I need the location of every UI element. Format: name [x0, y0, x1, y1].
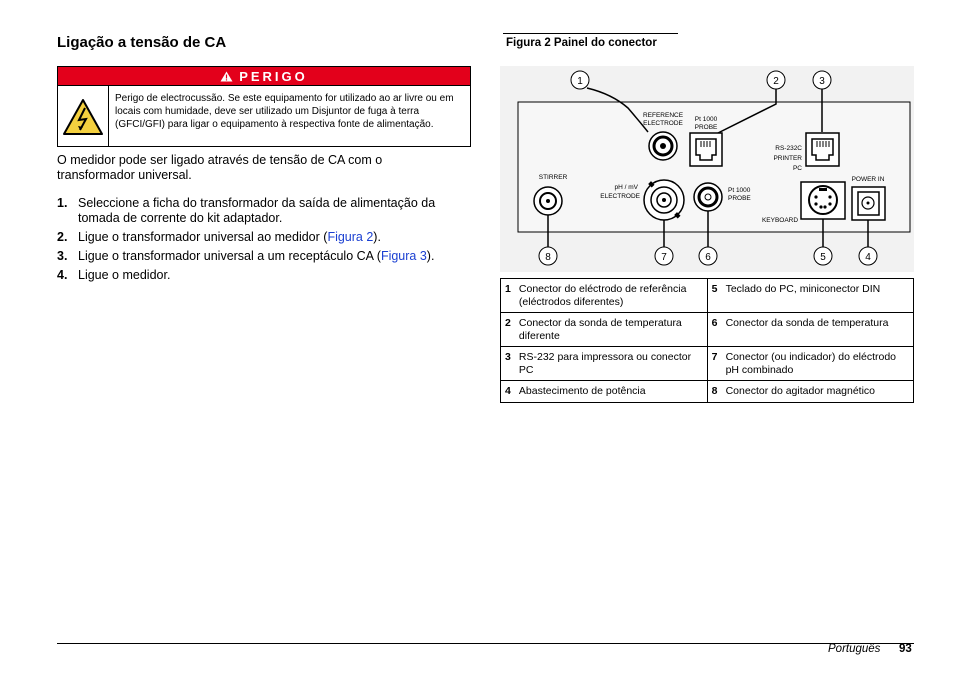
page-number: 93 [899, 643, 912, 655]
section-title: Ligação a tensão de CA [57, 34, 227, 51]
callout-8: 8 [545, 252, 551, 263]
svg-text:Pt 1000PROBE [695, 116, 718, 131]
rs232-label-3: PC [792, 165, 802, 172]
power-in-label: POWER IN [851, 176, 885, 183]
pt1000-bottom-label-1: Pt 1000 [728, 187, 751, 194]
step-text: Ligue o transformador universal ao medidor (Figura 2). [78, 230, 381, 244]
callout-7: 7 [661, 252, 667, 263]
figure-rule [503, 33, 678, 34]
step-number: 2. [57, 230, 68, 244]
callout-4: 4 [865, 252, 871, 263]
connector-panel-diagram [500, 66, 914, 272]
legend-row: 2 Conector da sonda de temperatura diferente 6 Conector da sonda de temperatura [501, 313, 914, 347]
step-number: 1. [57, 196, 68, 210]
callout-3: 3 [819, 76, 825, 87]
electrical-hazard-icon [58, 86, 108, 146]
step-4 [57, 268, 457, 283]
step-text: Ligue o transformador universal a um receptáculo CA (Figura 3). [78, 249, 435, 263]
legend-table [500, 278, 914, 403]
legend-row: 4 Abastecimento de potência 8 Conector do agitador magnético [501, 381, 914, 403]
step-text: Seleccione a ficha do transformador da saída de alimentação da tomada de corrente do kit adaptador. [78, 196, 436, 225]
danger-header [58, 67, 470, 86]
svg-text:Pt 1000PROBE [728, 187, 751, 202]
figure-2-link[interactable]: Figura 2 [327, 230, 374, 244]
rs232-label-2: PRINTER [773, 155, 802, 162]
stirrer-label: STIRRER [538, 174, 568, 181]
figure-caption: Figura 2 Painel do conector [506, 37, 657, 49]
callout-1: 1 [577, 76, 583, 87]
step-number: 3. [57, 249, 68, 263]
pt1000-top-label-1: Pt 1000 [694, 116, 718, 123]
step-1 [57, 196, 457, 226]
intro-paragraph: O medidor pode ser ligado através de tensão de CA com o transformador universal. [57, 153, 383, 182]
ph-label-2: ELECTRODE [600, 193, 640, 200]
footer-language: Português [828, 643, 881, 655]
pt1000-bottom-label-2: PROBE [728, 195, 751, 202]
step-3 [57, 249, 457, 264]
reference-label-2: ELECTRODE [643, 120, 683, 127]
danger-text: Perigo de electrocussão. Se este equipamento for utilizado ao ar livre ou em locais com humidade, deve ser utilizado um Disjuntor de fuga à terra (GFCI/GFI) para ligar o equipamento à respectiva fonte de alimentação. [115, 93, 454, 130]
footer-rule [57, 643, 914, 644]
rs232-label-1: RS-232C [775, 145, 802, 152]
callout-2: 2 [773, 76, 779, 87]
svg-text:REFERENCEELECTRODE [643, 112, 684, 127]
reference-label-1: REFERENCE [642, 112, 684, 119]
danger-notice [57, 66, 471, 147]
step-number: 4. [57, 268, 68, 282]
legend-row: 1 Conector do eléctrodo de referência (eléctrodos diferentes) 5 Teclado do PC, miniconector DIN [501, 279, 914, 313]
danger-icon-cell [58, 86, 109, 146]
callout-5: 5 [820, 252, 826, 263]
warning-triangle-icon [220, 68, 233, 87]
callout-6: 6 [705, 252, 711, 263]
keyboard-label: KEYBOARD [761, 217, 799, 224]
step-text: Ligue o medidor. [78, 268, 171, 282]
figure-3-link[interactable]: Figura 3 [380, 249, 427, 263]
danger-label: PERIGO [239, 69, 308, 84]
step-2 [57, 230, 457, 245]
ph-label-1: pH / mV [614, 184, 638, 191]
pt1000-top-label-2: PROBE [694, 124, 718, 131]
legend-row: 3 RS-232 para impressora ou conector PC 7 Conector (ou indicador) do eléctrodo pH combinado [501, 347, 914, 381]
